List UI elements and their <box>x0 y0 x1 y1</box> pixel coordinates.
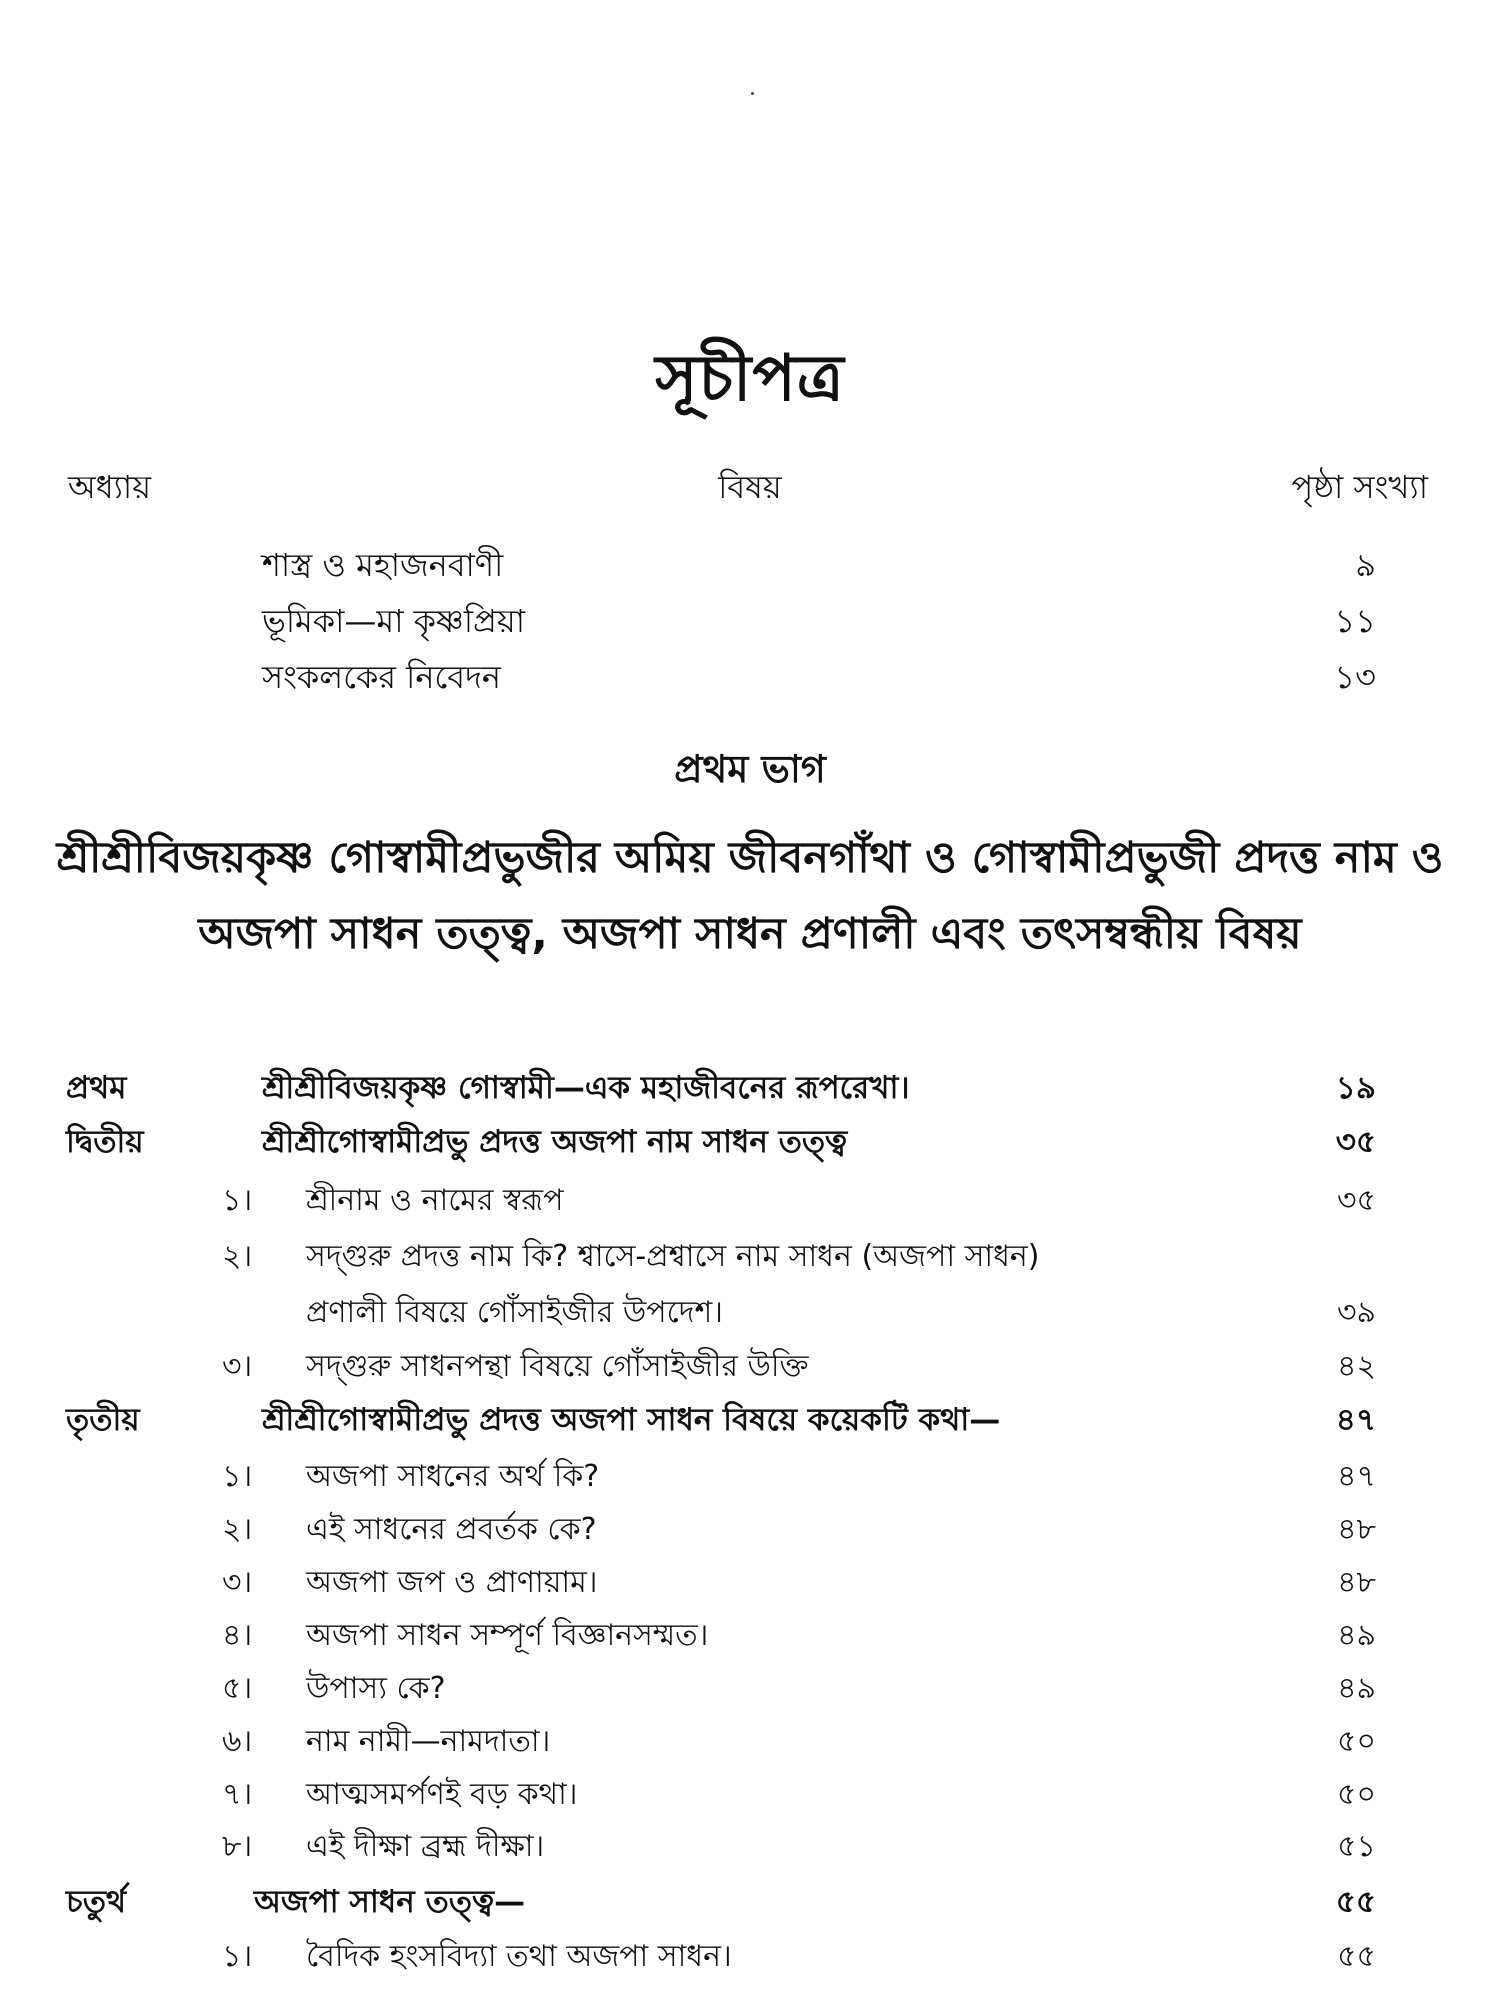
item-number: ৩। <box>222 1565 253 1600</box>
toc-chapter-row <box>0 1064 1500 1118</box>
page-number: ৫৫ <box>1335 1884 1376 1920</box>
item-title: উপাস্য কে? <box>306 1671 446 1706</box>
chapter-label: দ্বিতীয় <box>66 1124 144 1160</box>
page-number: ৪৭ <box>1335 1402 1376 1438</box>
item-title: এই দীক্ষা ব্রহ্ম দীক্ষা। <box>306 1829 545 1864</box>
page-number: ৩৯ <box>1337 1295 1376 1330</box>
prelim-entry-1: শাস্ত্র ও মহাজনবাণী <box>262 546 504 584</box>
paper-speck <box>751 92 754 95</box>
item-number: ৪। <box>222 1618 253 1653</box>
toc-item-row <box>0 1770 1500 1824</box>
item-number: ১। <box>222 1939 253 1974</box>
toc-item-row <box>0 1932 1500 1986</box>
item-number: ৮। <box>222 1829 253 1864</box>
prelim-page-3: ১৩ <box>1334 658 1376 696</box>
item-title-continued: প্রণালী বিষয়ে গোঁসাইজীর উপদেশ। <box>306 1295 723 1330</box>
toc-item-row <box>0 1611 1500 1665</box>
item-number: ২। <box>222 1512 253 1547</box>
toc-item-row <box>0 1558 1500 1612</box>
item-title: অজপা সাধনের অর্থ কি? <box>306 1459 600 1494</box>
chapter-label: চতুর্থ <box>66 1884 127 1920</box>
toc-chapter-row <box>0 1878 1500 1932</box>
prelim-page-1: ৯ <box>1355 546 1376 584</box>
prelim-page-2: ১১ <box>1334 602 1376 640</box>
prelim-entry-2: ভূমিকা—মা কৃষ্ণপ্রিয়া <box>262 602 526 640</box>
toc-item-row <box>0 1664 1500 1718</box>
item-number: ৭। <box>222 1777 253 1812</box>
chapter-title: শ্রীশ্রীগোস্বামীপ্রভু প্রদত্ত অজপা নাম সাধন তত্ত্ব <box>262 1124 848 1160</box>
chapter-title: অজপা সাধন তত্ত্ব— <box>254 1884 526 1920</box>
toc-item-row <box>0 1717 1500 1771</box>
part-subtitle: শ্রীশ্রীবিজয়কৃষ্ণ গোস্বামীপ্রভুজীর অমিয় জীবনগাঁথা ও গোস্বামীপ্রভুজী প্রদত্ত নাম ও অজপা সাধন তত্ত্ব, অজপা সাধন প্রণালী এবং তৎসম্বন্ধীয় বিষয় <box>56 833 1444 959</box>
item-number: ৫। <box>222 1671 253 1706</box>
toc-item-row <box>0 1822 1500 1876</box>
chapter-label: প্রথম <box>66 1070 127 1106</box>
item-title: বৈদিক হংসবিদ্যা তথা অজপা সাধন। <box>306 1939 732 1974</box>
page-number: ৪৮ <box>1337 1565 1376 1600</box>
page-number: ১৯ <box>1335 1070 1376 1106</box>
item-number: ৩। <box>222 1349 253 1384</box>
toc-item-continuation <box>0 1288 1500 1342</box>
item-title: অজপা সাধন সম্পূর্ণ বিজ্ঞানসম্মত। <box>306 1618 709 1653</box>
chapter-title: শ্রীশ্রীগোস্বামীপ্রভু প্রদত্ত অজপা সাধন বিষয়ে কয়েকটি কথা— <box>262 1402 1001 1438</box>
page-title: সূচীপত্র <box>655 342 845 416</box>
page-number: ৫১ <box>1337 1829 1376 1864</box>
toc-item-row <box>0 1342 1500 1396</box>
page-number: ৩৫ <box>1337 1183 1376 1218</box>
item-title: সদ্‌গুরু সাধনপন্থা বিষয়ে গোঁসাইজীর উক্তি <box>306 1349 809 1384</box>
toc-item-row <box>0 1505 1500 1559</box>
page-number: ৫০ <box>1337 1724 1376 1759</box>
page-number: ৩৫ <box>1335 1124 1376 1160</box>
chapter-label: তৃতীয় <box>66 1402 140 1438</box>
header-subject: বিষয় <box>718 468 782 506</box>
item-title: এই সাধনের প্রবর্তক কে? <box>306 1512 597 1547</box>
toc-chapter-row <box>0 1118 1500 1172</box>
page-number: ৪৯ <box>1337 1671 1376 1706</box>
page-number: ৪৮ <box>1337 1512 1376 1547</box>
toc-item-row <box>0 1176 1500 1230</box>
page-number: ৫০ <box>1337 1777 1376 1812</box>
item-title: নাম নামী—নামদাতা। <box>306 1724 551 1759</box>
page-number: ৪৭ <box>1337 1459 1376 1494</box>
page-number: ৪৯ <box>1337 1618 1376 1653</box>
page-number: ৪২ <box>1337 1349 1376 1384</box>
page-number: ৫৫ <box>1337 1939 1376 1974</box>
item-title: অজপা জপ ও প্রাণায়াম। <box>306 1565 598 1600</box>
item-number: ১। <box>222 1459 253 1494</box>
item-title: শ্রীনাম ও নামের স্বরূপ <box>306 1183 564 1218</box>
part-label: প্রথম ভাগ <box>674 747 826 791</box>
chapter-title: শ্রীশ্রীবিজয়কৃষ্ণ গোস্বামী—এক মহাজীবনের রূপরেখা। <box>262 1070 910 1106</box>
item-number: ৬। <box>222 1724 253 1759</box>
toc-chapter-row <box>0 1396 1500 1450</box>
item-title: আত্মসমর্পণই বড় কথা। <box>306 1777 578 1812</box>
item-number: ২। <box>222 1239 253 1274</box>
prelim-entry-3: সংকলকের নিবেদন <box>262 658 501 696</box>
header-page: পৃষ্ঠা সংখ্যা <box>1291 468 1428 506</box>
item-title: সদ্‌গুরু প্রদত্ত নাম কি? শ্বাসে-প্রশ্বাসে নাম সাধন (অজপা সাধন) <box>306 1239 1040 1274</box>
item-number: ১। <box>222 1183 253 1218</box>
toc-item-row <box>0 1232 1500 1286</box>
toc-item-row <box>0 1452 1500 1506</box>
header-chapter: অধ্যায় <box>68 468 152 506</box>
